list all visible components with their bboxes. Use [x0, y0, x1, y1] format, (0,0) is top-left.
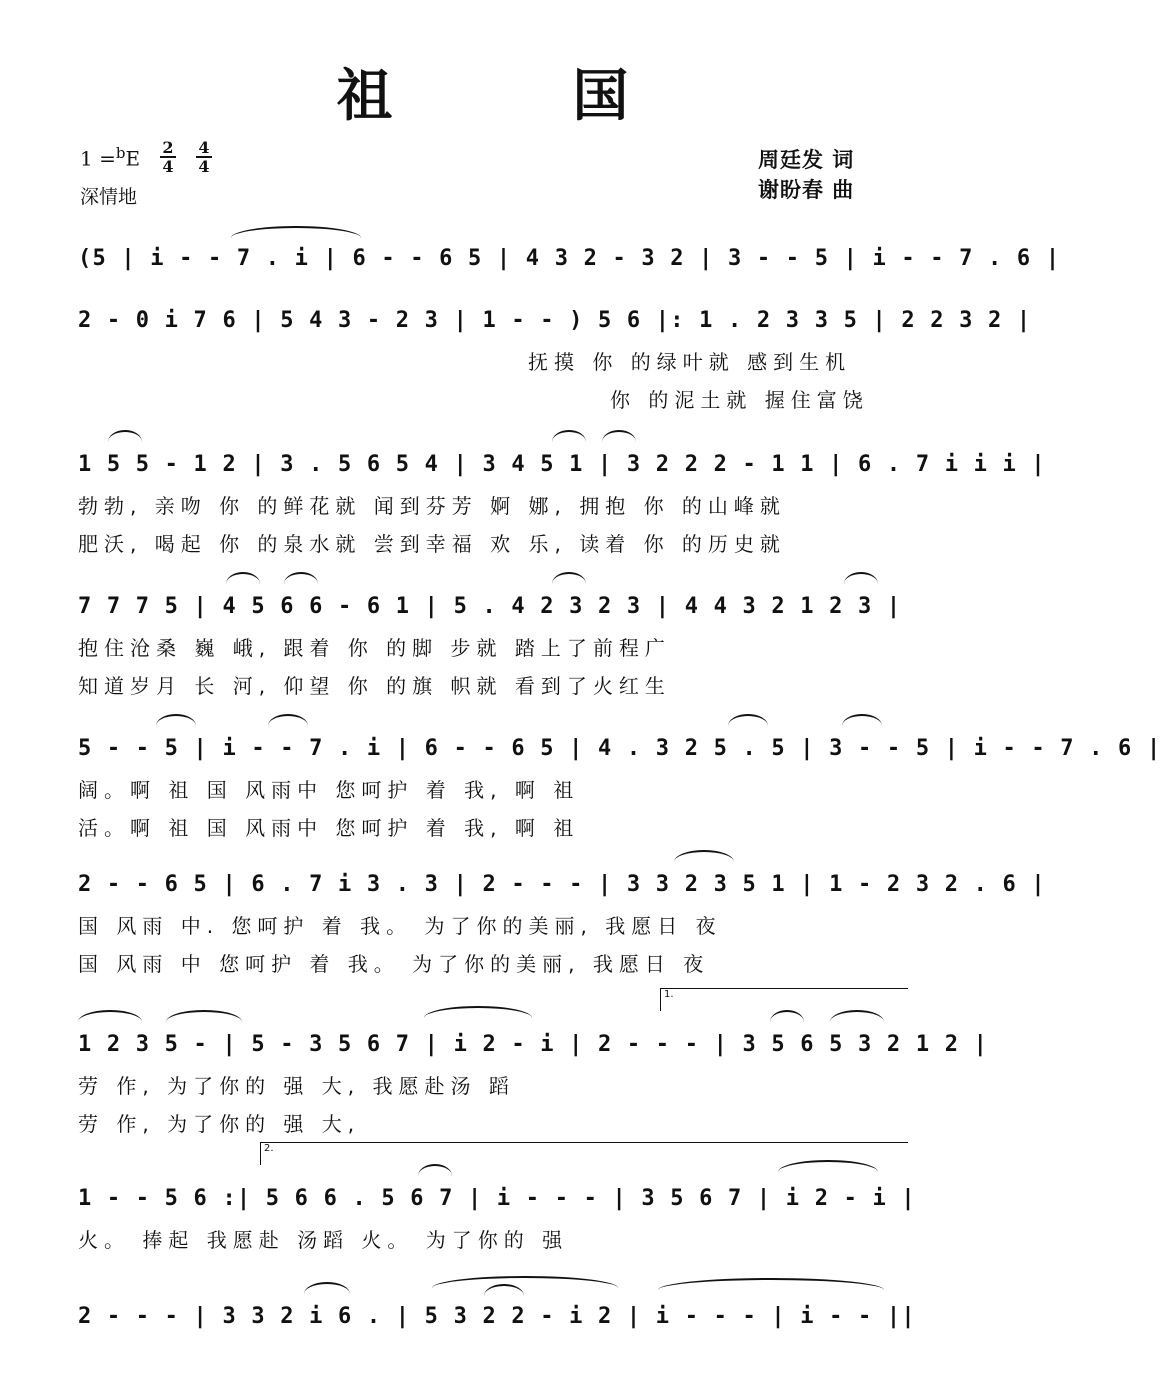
key-letter: E	[125, 146, 141, 171]
slur	[418, 1164, 452, 1176]
slur	[728, 714, 768, 726]
notation-line: (5 | i - - 7 . i | 6 - - 6 5 | 4 3 2 - 3 2 | 3 - - 5 | i - - 7 . 6 |	[78, 246, 1061, 271]
slur	[432, 1276, 618, 1288]
lyric-verse-2: 国 风雨 中 您呵护 着 我。 为了你的美丽, 我愿日 夜	[78, 952, 710, 976]
lyricist-credit: 周廷发 词	[758, 148, 855, 172]
notation-line: 2 - - 6 5 | 6 . 7 i 3 . 3 | 2 - - - | 3 3 2 3 5 1 | 1 - 2 3 2 . 6 |	[78, 872, 1046, 897]
slur	[78, 1010, 142, 1022]
ts1-numerator: 2	[162, 138, 174, 157]
song-title	[0, 52, 965, 132]
flat-sign: b	[115, 144, 126, 162]
ts1-denominator: 4	[162, 157, 174, 176]
time-signature-1	[160, 140, 176, 174]
key-prefix: 1 =	[80, 146, 116, 171]
slur	[674, 850, 734, 862]
slur	[108, 430, 142, 442]
notation-line: 1 2 3 5 - | 5 - 3 5 6 7 | i 2 - i | 2 - - - | 3 5 6 5 3 2 1 2 |	[78, 1032, 989, 1057]
title-char-1: 祖	[336, 63, 393, 129]
notation-line: 2 - 0 i 7 6 | 5 4 3 - 2 3 | 1 - - ) 5 6 |: 1 . 2 3 3 5 | 2 2 3 2 |	[78, 308, 1032, 333]
ts2-denominator: 4	[198, 157, 210, 176]
composer-credit: 谢盼春 曲	[758, 178, 855, 202]
lyric-verse-2: 肥沃, 喝起 你 的泉水就 尝到幸福 欢 乐, 读着 你 的历史就	[78, 532, 786, 556]
notation-line: 2 - - - | 3 3 2 i 6 . | 5 3 2 2 - i 2 | i - - - | i - - ||	[78, 1304, 916, 1329]
slur	[844, 572, 878, 584]
notation-line: 1 - - 5 6 :| 5 6 6 . 5 6 7 | i - - - | 3 5 6 7 | i 2 - i |	[78, 1186, 916, 1211]
notation-line: 1 5 5 - 1 2 | 3 . 5 6 5 4 | 3 4 5 1 | 3 2 2 2 - 1 1 | 6 . 7 i i i |	[78, 452, 1046, 477]
notation-line: 7 7 7 5 | 4 5 6 6 - 6 1 | 5 . 4 2 3 2 3 | 4 4 3 2 1 2 3 |	[78, 594, 902, 619]
slur	[552, 430, 586, 442]
slur	[842, 714, 882, 726]
slur	[156, 714, 196, 726]
slur	[658, 1278, 884, 1290]
slur	[226, 572, 260, 584]
slur	[602, 430, 636, 442]
lyric-verse-1: 阔。啊 祖 国 风雨中 您呵护 着 我, 啊 祖	[78, 778, 580, 802]
slur	[830, 1010, 884, 1022]
lyric-verse-1: 抚摸 你 的绿叶就 感到生机	[528, 350, 852, 374]
lyric-verse-2: 活。啊 祖 国 风雨中 您呵护 着 我, 啊 祖	[78, 816, 580, 840]
slur	[304, 1282, 350, 1294]
second-ending-label: 2.	[264, 1143, 274, 1154]
first-ending-label: 1.	[664, 989, 674, 1000]
title-char-2: 国	[572, 63, 629, 129]
first-ending-bracket	[660, 988, 908, 1011]
slur	[166, 1010, 242, 1022]
lyric-verse-1: 抱住沧桑 巍 峨, 跟着 你 的脚 步就 踏上了前程广	[78, 636, 671, 660]
time-signature-2	[196, 140, 212, 174]
lyric-verse-2: 劳 作, 为了你的 强 大,	[78, 1112, 361, 1136]
lyric-verse-1: 火。 捧起 我愿赴 汤蹈 火。 为了你的 强	[78, 1228, 569, 1252]
ts2-numerator: 4	[198, 138, 210, 157]
lyric-verse-1: 劳 作, 为了你的 强 大, 我愿赴汤 蹈	[78, 1074, 515, 1098]
lyric-verse-1: 国 风雨 中. 您呵护 着 我。 为了你的美丽, 我愿日 夜	[78, 914, 722, 938]
slur	[552, 572, 586, 584]
slur	[268, 714, 308, 726]
lyric-verse-1: 勃勃, 亲吻 你 的鲜花就 闻到芬芳 婀 娜, 拥抱 你 的山峰就	[78, 494, 786, 518]
notation-line: 5 - - 5 | i - - 7 . i | 6 - - 6 5 | 4 . 3 2 5 . 5 | 3 - - 5 | i - - 7 . 6 |	[78, 736, 1161, 761]
key-signature	[80, 144, 140, 171]
lyric-verse-2: 你 的泥土就 握住富饶	[610, 388, 869, 412]
slur	[231, 226, 361, 238]
tempo-marking: 深情地	[80, 186, 138, 208]
lyric-verse-2: 知道岁月 长 河, 仰望 你 的旗 帜就 看到了火红生	[78, 674, 671, 698]
slur	[424, 1006, 532, 1018]
slur	[770, 1010, 804, 1022]
slur	[284, 572, 318, 584]
